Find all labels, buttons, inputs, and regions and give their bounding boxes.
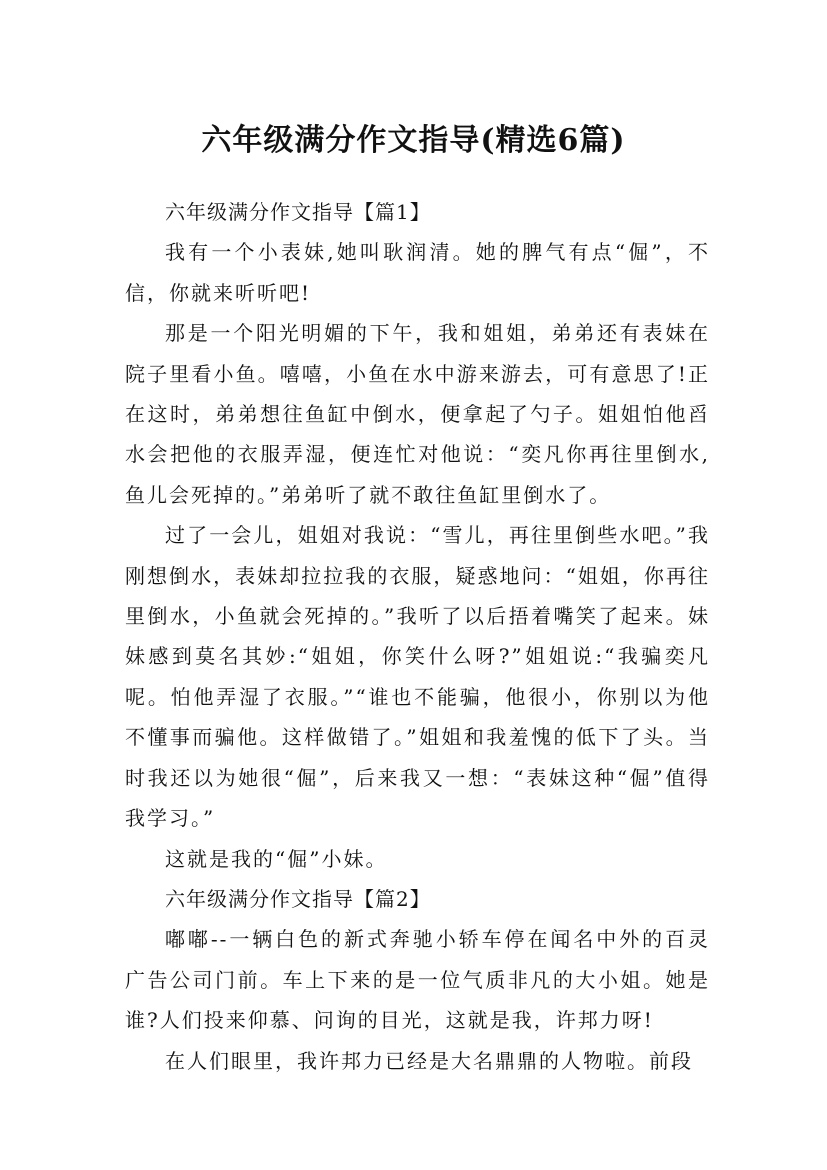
paragraph: 在人们眼里，我许邦力已经是大名鼎鼎的人物啦。前段 <box>165 1048 693 1073</box>
section-heading-1: 六年级满分作文指导【篇1】 <box>165 200 431 224</box>
paragraph: 我有一个小表妹,她叫耿润清。她的脾气有点“倔”，不信，你就来听听吧! <box>125 240 710 305</box>
document-title: 六年级满分作文指导(精选6篇) <box>201 123 626 159</box>
paragraph: 嘟嘟--一辆白色的新式奔驰小轿车停在闻名中外的百灵广告公司门前。车上下来的是一位气质非凡的大小姐。她是谁?人们投来仰慕、问询的目光，这就是我，许邦力呀! <box>125 927 710 1033</box>
document-body <box>125 192 710 1081</box>
paragraph: 过了一会儿，姐姐对我说：“雪儿，再往里倒些水吧。”我刚想倒水，表妹却拉拉我的衣服，疑惑地问：“姐姐，你再往里倒水，小鱼就会死掉的。”我听了以后捂着嘴笑了起来。妹妹感到莫名其妙:“姐姐，你笑什么呀?”姐姐说:“我骗奕凡呢。怕他弄湿了衣服。”“谁也不能骗，他很小，你别以为他不懂事而骗他。这样做错了。”姐姐和我羞愧的低下了头。当时我还以为她很“倔”，后来我又一想：“表妹这种“倔”值得我学习。” <box>125 523 710 831</box>
paragraph: 这就是我的“倔”小妹。 <box>165 846 388 871</box>
section-heading-2: 六年级满分作文指导【篇2】 <box>165 886 431 911</box>
paragraph: 那是一个阳光明媚的下午，我和姐姐，弟弟还有表妹在院子里看小鱼。嘻嘻，小鱼在水中游来游去，可有意思了!正在这时，弟弟想往鱼缸中倒水，便拿起了勺子。姐姐怕他舀水会把他的衣服弄湿，便连忙对他说：“奕凡你再往里倒水,鱼儿会死掉的。”弟弟听了就不敢往鱼缸里倒水了。 <box>125 321 710 507</box>
